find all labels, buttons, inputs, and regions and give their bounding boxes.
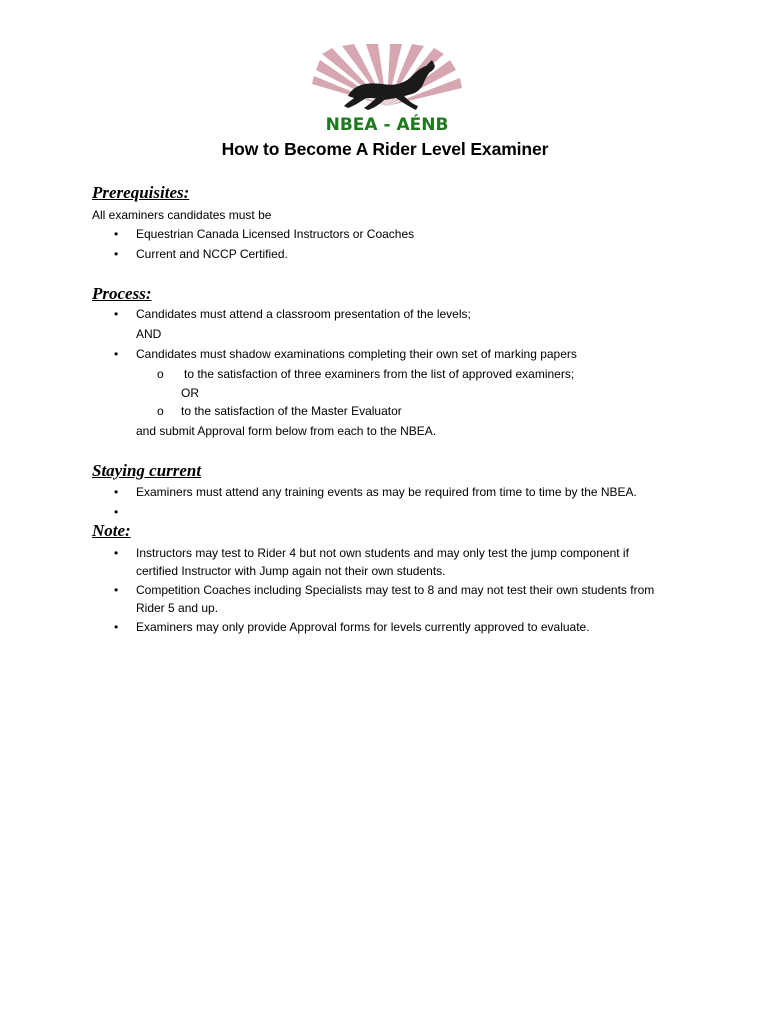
nbea-logo (308, 44, 466, 138)
bullet-icon: • (114, 505, 119, 519)
prerequisites-heading: Prerequisites: (92, 183, 190, 202)
logo-text: NBEA - AÉNB (325, 115, 449, 135)
process-or: OR (181, 386, 199, 400)
process-closing: and submit Approval form below from each to the NBEA. (136, 424, 437, 438)
bullet-icon: • (114, 247, 119, 261)
sub-bullet-icon: o (157, 367, 164, 381)
bullet-icon: • (114, 546, 119, 560)
bullet-icon: • (114, 485, 119, 499)
sub-bullet-icon: o (157, 404, 164, 418)
note-heading: Note: (92, 521, 131, 540)
staying-current-item: Examiners must attend any training events as may be required from time to time by the NBEA. (136, 485, 637, 499)
note-item: Competition Coaches including Specialists may test to 8 and may not test their own students from (136, 583, 655, 597)
note-item: Examiners may only provide Approval forms for levels currently approved to evaluate. (136, 620, 590, 634)
note-item: Instructors may test to Rider 4 but not own students and may only test the jump component if (136, 546, 629, 560)
page-title: How to Become A Rider Level Examiner (221, 139, 549, 159)
note-item-continued: Rider 5 and up. (136, 601, 219, 615)
process-item: Candidates must attend a classroom presentation of the levels; (136, 307, 471, 321)
prerequisite-item: Current and NCCP Certified. (136, 247, 288, 261)
bullet-icon: • (114, 227, 119, 241)
note-item-continued: certified Instructor with Jump again not their own students. (136, 564, 446, 578)
prerequisite-item: Equestrian Canada Licensed Instructors or Coaches (136, 227, 415, 241)
process-sub-item: to the satisfaction of three examiners from the list of approved examiners; (184, 367, 575, 381)
bullet-icon: • (114, 583, 119, 597)
process-sub-item: to the satisfaction of the Master Evaluator (181, 404, 402, 418)
process-and: AND (136, 327, 162, 341)
staying-current-heading: Staying current (92, 461, 202, 480)
bullet-icon: • (114, 620, 119, 634)
process-item: Candidates must shadow examinations completing their own set of marking papers (136, 347, 577, 361)
process-heading: Process: (92, 284, 152, 303)
bullet-icon: • (114, 307, 119, 321)
bullet-icon: • (114, 347, 119, 361)
prerequisites-intro: All examiners candidates must be (92, 208, 272, 222)
logo-graphic (308, 44, 466, 138)
